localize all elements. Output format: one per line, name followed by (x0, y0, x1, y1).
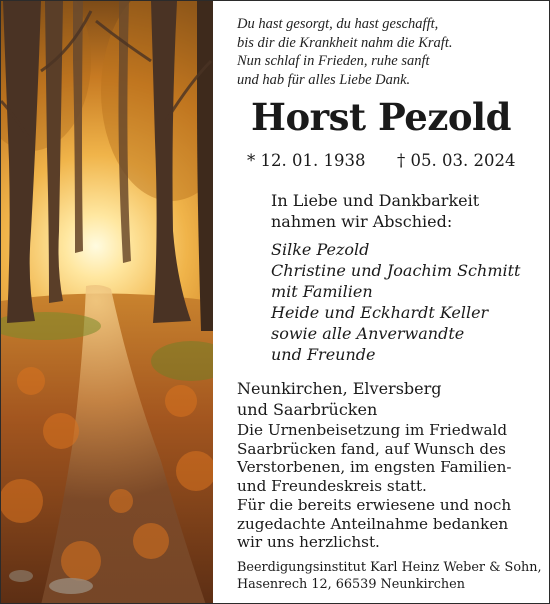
notice-line: wir uns herzlichst. (237, 533, 380, 552)
notice-text-column (213, 1, 549, 603)
notice-line: und Freundeskreis statt. (237, 477, 427, 496)
mourner-line: Silke Pezold (271, 240, 370, 259)
burial-notice (237, 421, 542, 552)
place-names (237, 379, 537, 420)
mourner-line: und Freunde (271, 345, 376, 364)
notice-line: zugedachte Anteilnahme bedanken (237, 514, 509, 533)
intro-line: In Liebe und Dankbarkeit (271, 191, 480, 210)
mourner-line: Christine und Joachim Schmitt (271, 261, 521, 280)
intro-line: nahmen wir Abschied: (271, 211, 453, 231)
place-line: Neunkirchen, Elversberg (237, 379, 442, 398)
poem-line: bis dir die Krankheit nahm die Kraft. (237, 34, 453, 51)
poem-line: Nun schlaf in Frieden, ruhe sanft (237, 53, 430, 69)
place-line: und Saarbrücken (237, 399, 378, 419)
notice-line: Für die bereits erwiesene und noch (237, 495, 512, 514)
mourner-line: sowie alle Anverwandte (271, 324, 465, 343)
poem-line: Du hast gesorgt, du hast geschafft, (237, 16, 439, 32)
funeral-home-name: Beerdigungsinstitut Karl Heinz Weber & Sohn, (237, 560, 542, 575)
funeral-home-address: Hasenrech 12, 66539 Neunkirchen (237, 577, 465, 592)
memorial-poem (237, 15, 537, 89)
forest-path-photo (1, 1, 213, 604)
notice-line: Die Urnenbeisetzung im Friedwald (237, 421, 508, 439)
deceased-name: Horst Pezold (251, 95, 511, 139)
death-date: † 05. 03. 2024 (397, 151, 516, 170)
birth-date: * 12. 01. 1938 (247, 151, 366, 170)
mourner-line: mit Familien (271, 282, 373, 301)
poem-line: und hab für alles Liebe Dank. (237, 71, 411, 88)
notice-line: Saarbrücken fand, auf Wunsch des (237, 439, 506, 458)
mourners-list (271, 239, 541, 365)
mourner-line: Heide und Eckhardt Keller (271, 303, 489, 322)
farewell-intro (271, 191, 541, 232)
funeral-home (237, 559, 542, 593)
notice-line: Verstorbenen, im engsten Familien- (237, 458, 512, 477)
